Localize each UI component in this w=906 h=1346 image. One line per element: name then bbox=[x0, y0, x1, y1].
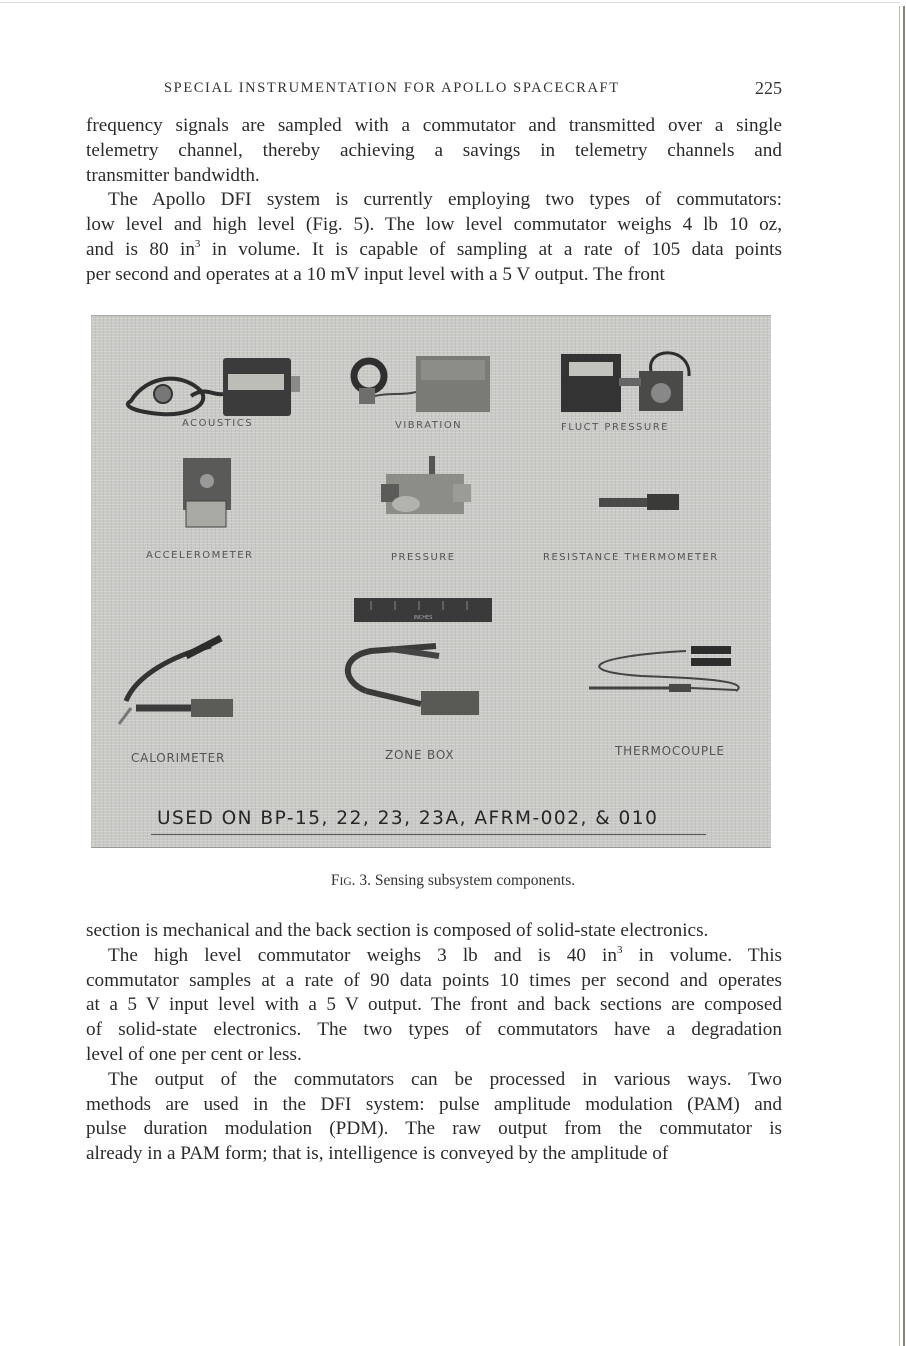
body-text-bottom bbox=[86, 919, 782, 1167]
figure-photograph bbox=[91, 315, 771, 848]
label-zone-box: ZONE BOX bbox=[385, 748, 455, 762]
body-text-top bbox=[86, 114, 782, 288]
figure-artwork bbox=[91, 316, 771, 847]
text-line: level of one per cent or less. bbox=[86, 1043, 302, 1065]
label-calorimeter: CALORIMETER bbox=[131, 751, 226, 765]
page-top-edge bbox=[0, 2, 900, 3]
text-line: telemetry channel, thereby achieving a savings in telemetry channels and bbox=[86, 139, 782, 161]
label-fluct-pressure: FLUCT PRESSURE bbox=[561, 422, 669, 433]
text-line: The Apollo DFI system is currently employing two types of commutators: bbox=[108, 189, 782, 211]
used-on-label: USED ON BP-15, 22, 23, 23A, AFRM-002, & 010 bbox=[157, 808, 659, 829]
running-title: SPECIAL INSTRUMENTATION FOR APOLLO SPACECRAFT bbox=[164, 80, 620, 96]
text-line: commutator samples at a rate of 90 data points 10 times per second and operates bbox=[86, 969, 782, 991]
label-pressure: PRESSURE bbox=[391, 552, 456, 563]
text-line: and is 80 $in^3$ in volume. It is capable of sampling at a rate of 105 data points bbox=[86, 237, 782, 260]
pressure-sensor-image bbox=[381, 456, 471, 514]
text-line: low level and high level (Fig. 5). The low level commutator weighs 4 lb 10 oz, bbox=[86, 214, 782, 236]
label-vibration: VIBRATION bbox=[395, 420, 463, 431]
text-line: already in a PAM form; that is, intelligence is conveyed by the amplitude of bbox=[86, 1143, 669, 1165]
text-line: per second and operates at a 10 mV input level with a 5 V output. The front bbox=[86, 263, 665, 285]
label-resistance-thermometer: RESISTANCE THERMOMETER bbox=[543, 552, 719, 563]
text-line: pulse duration modulation (PDM). The raw output from the commutator is bbox=[86, 1118, 782, 1140]
text-line: The output of the commutators can be processed in various ways. Two bbox=[108, 1068, 782, 1090]
scale-bar-label: INCHES bbox=[413, 615, 433, 621]
scale-bar bbox=[354, 598, 492, 622]
resistance-thermometer-image bbox=[599, 494, 679, 510]
text-line: of solid-state electronics. The two types of commutators have a degradation bbox=[86, 1019, 782, 1041]
accelerometer-image bbox=[183, 458, 231, 527]
superscript: 3 bbox=[617, 943, 623, 956]
figure-caption bbox=[0, 872, 906, 890]
label-accelerometer: ACCELEROMETER bbox=[146, 550, 254, 561]
used-on-underline bbox=[151, 834, 706, 835]
page-number: 225 bbox=[755, 78, 782, 98]
text-line: frequency signals are sampled with a commutator and transmitted over a single bbox=[86, 115, 782, 136]
calorimeter-image bbox=[119, 638, 233, 724]
text-line: The high level commutator weighs 3 lb and is 40 $in^3$ in volume. This bbox=[108, 943, 783, 966]
vibration-sensor-image bbox=[354, 356, 490, 412]
superscript: 3 bbox=[194, 237, 201, 250]
running-head bbox=[86, 78, 782, 102]
thermocouple-image bbox=[589, 646, 739, 692]
acoustics-sensor-image bbox=[128, 358, 300, 416]
text-line: transmitter bandwidth. bbox=[86, 164, 260, 186]
label-acoustics: ACOUSTICS bbox=[182, 418, 254, 429]
zone-box-image bbox=[348, 646, 479, 715]
text-line: at a 5 V input level with a 5 V output. The front and back sections are composed bbox=[86, 994, 782, 1016]
book-gutter-edge bbox=[903, 6, 905, 1346]
fluct-pressure-sensor-image bbox=[561, 353, 689, 412]
figure-caption-number: FIG. 3. bbox=[330, 872, 372, 889]
figure-caption-text: Sensing subsystem components. bbox=[374, 872, 576, 889]
page-right-edge bbox=[899, 6, 900, 1346]
text-line: methods are used in the DFI system: pulse amplitude modulation (PAM) and bbox=[86, 1093, 782, 1115]
label-thermocouple: THERMOCOUPLE bbox=[615, 744, 725, 758]
text-line: section is mechanical and the back section is composed of solid-state electronics. bbox=[86, 920, 709, 941]
